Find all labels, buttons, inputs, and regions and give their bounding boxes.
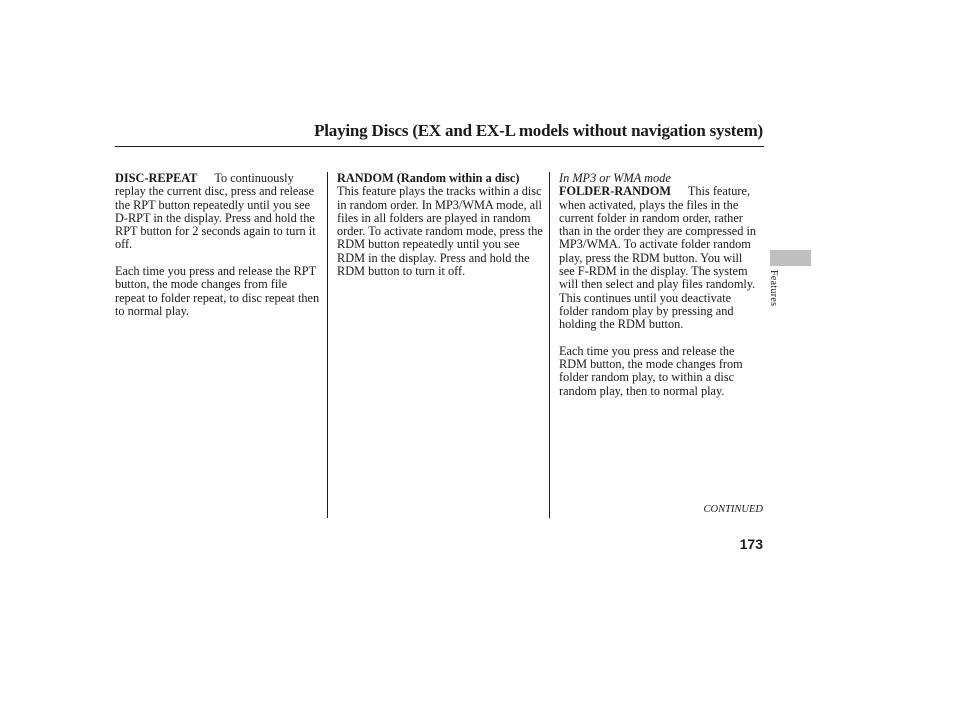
folder-random-heading: FOLDER-RANDOM [559,184,672,199]
random-text-1: This feature plays the tracks within a disc in random order. In MP3/WMA mode, all files in all folders are played in random order. To activate random mode, press the RDM button repeatedly until you see RDM in the display. Press and hold the RDM button to turn it off. [337,184,543,279]
column-folder-random [559,172,761,398]
column-random [337,172,543,278]
page-title: Playing Discs (EX and EX-L models without navigation system) [314,121,763,140]
disc-repeat-paragraph-1 [115,172,320,252]
column-divider-2 [549,172,550,518]
folder-random-text-1: This feature, when activated, plays the files in the current folder in random order, rather than in the order they are compressed in MP3/WMA. To activate folder random play, press the RDM button. You will see F-RDM in the display. The system will then select and play files randomly. This continues until you deactivate folder random play by pressing and holding the RDM button. [559,184,757,332]
mp3-wma-mode-note: In MP3 or WMA mode [559,171,671,185]
random-heading: RANDOM (Random within a disc) [337,171,520,185]
folder-random-paragraph-1 [559,185,761,331]
disc-repeat-heading: DISC-REPEAT [115,171,198,185]
continued-label: CONTINUED [703,504,763,515]
random-paragraph-1 [337,172,543,278]
column-divider-1 [327,172,328,518]
disc-repeat-text-1: To continuously replay the current disc, press and release the RPT button repeatedly until you see D-RPT in the display. Press and hold the RPT button for 2 seconds again to turn it off. [115,171,316,252]
column-disc-repeat [115,172,320,318]
disc-repeat-paragraph-2: Each time you press and release the RPT button, the mode changes from file repeat to folder repeat, to disc repeat then to normal play. [115,264,320,318]
section-side-tab [770,250,811,266]
title-divider [115,146,764,147]
section-side-label: Features [768,270,779,307]
folder-random-paragraph-2: Each time you press and release the RDM button, the mode changes from folder random play, to within a disc random play, then to normal play. [559,343,743,398]
page-number: 173 [739,536,763,552]
